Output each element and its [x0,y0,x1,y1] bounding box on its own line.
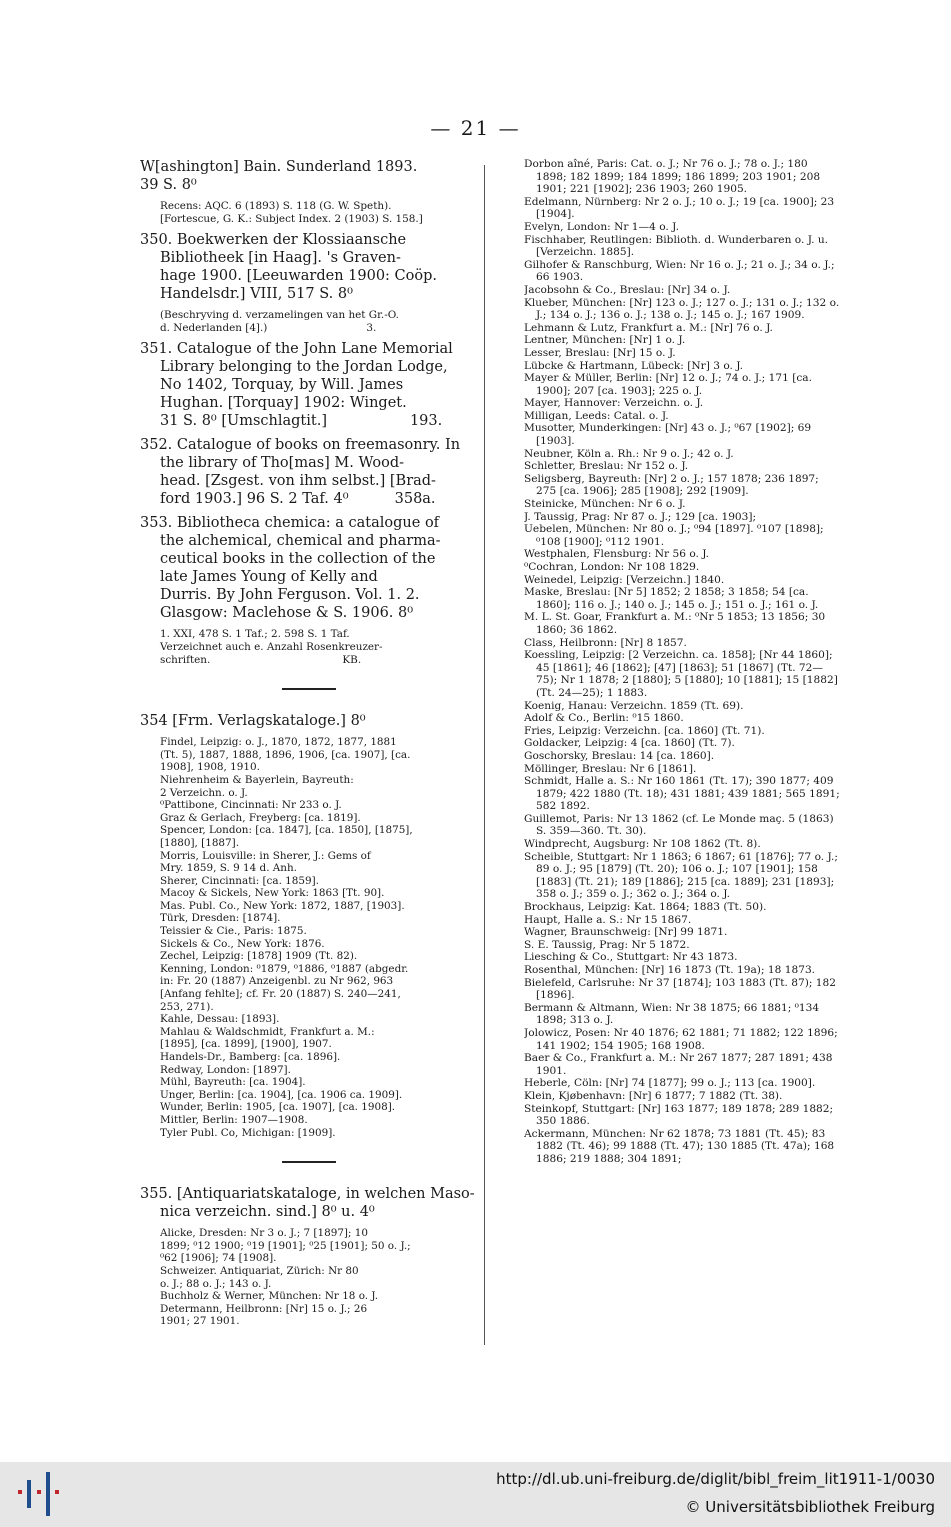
text-line: [1880], [1887]. [160,836,240,849]
copyright-notice: © Universitätsbibliothek Freiburg [685,1498,935,1516]
dealer-entry: Lentner, München: [Nr] 1 o. J. [524,334,686,347]
catalog-entry [140,1185,477,1221]
dealer-entry: Rosenthal, München: [Nr] 16 1873 (Tt. 19a); 18 1873. [524,964,816,976]
text-line: 353. Bibliotheca chemica: a catalogue of [140,515,440,532]
text-line: Glasgow: Maclehose & S. 1906. 8⁰ [160,605,414,622]
text-line: Niehrenheim & Bayerlein, Bayreuth: [160,773,354,786]
text-line: [Anfang fehlte]; cf. Fr. 20 (1887) S. 240—241, [160,988,401,1001]
text-line: Durris. By John Ferguson. Vol. 1. 2. [160,587,420,604]
dealer-entry: Goldacker, Leipzig: 4 [ca. 1860] (Tt. 7). [524,737,735,750]
dealer-entry: Steinicke, München: Nr 6 o. J. [524,498,686,511]
text-line: Handelsdr.] VIII, 517 S. 8⁰ [160,286,353,303]
dealer-entry: Goschorsky, Breslau: 14 [ca. 1860]. [524,749,715,762]
left-column [140,158,477,1358]
section-separator [282,1161,336,1163]
column-divider [484,165,485,1345]
entry-note [140,158,477,194]
dealer-entry: Lübcke & Hartmann, Lübeck: [Nr] 3 o. J. [524,359,744,372]
text-line: ⁰Pattibone, Cincinnati: Nr 233 o. J. [160,799,342,812]
dealer-entry: Lehmann & Lutz, Frankfurt a. M.: [Nr] 76 o. J. [524,321,773,334]
text-line: Handels-Dr., Bamberg: [ca. 1896]. [160,1051,341,1063]
text-line: 1899; ⁰12 1900; ⁰19 [1901]; ⁰25 [1901]; 50 o. J.; [160,1239,411,1252]
text-line: schriften. KB. [160,653,362,666]
dealer-entry: Mayer & Müller, Berlin: [Nr] 12 o. J.; 74 o. J.; 171 [ca. 1900]; 207 [ca. 1903]; 225 o. J. [524,372,812,397]
text-line: the alchemical, chemical and pharma- [160,533,441,550]
text-line: Sickels & Co., New York: 1876. [160,937,325,950]
catalog-entry [140,231,477,303]
text-line: Library belonging to the Jordan Lodge, [160,359,448,376]
text-line: hage 1900. [Leeuwarden 1900: Coöp. [160,268,438,285]
text-line: Alicke, Dresden: Nr 3 o. J.; 7 [1897]; 10 [160,1227,369,1240]
dealer-entry: Koenig, Hanau: Verzeichn. 1859 (Tt. 69). [524,699,744,712]
text-line: 350. Boekwerken der Klossiaansche [140,232,407,249]
text-line: Graz & Gerlach, Freyberg: [ca. 1819]. [160,811,361,824]
section-separator [282,688,336,690]
dealer-entry: Fries, Leipzig: Verzeichn. [ca. 1860] (Tt. 71). [524,724,765,737]
dealer-entry: Schletter, Breslau: Nr 152 o. J. [524,460,689,473]
text-line: d. Nederlanden [4].) 3. [160,321,377,334]
text-line: ceutical books in the collection of the [160,551,436,568]
text-line: Schweizer. Antiquariat, Zürich: Nr 80 [160,1264,359,1277]
text-line: Türk, Dresden: [1874]. [160,912,281,925]
text-line: Verzeichnet auch e. Anzahl Rosenkreuzer- [160,640,383,653]
dealer-entry: Milligan, Leeds: Catal. o. J. [524,409,669,422]
entry-note [140,736,477,1139]
dealer-entry: Klein, Kjøbenhavn: [Nr] 6 1877; 7 1882 (Tt. 38). [524,1089,783,1102]
text-line: 355. [Antiquariatskataloge, in welchen Maso- [140,1186,475,1203]
text-line: the library of Tho[mas] M. Wood- [160,455,405,472]
text-line: Teissier & Cie., Paris: 1875. [160,925,307,938]
text-line: Buchholz & Werner, München: Nr 18 o. J. [160,1290,379,1303]
text-line: Kahle, Dessau: [1893]. [160,1013,280,1026]
dealer-entry: Gilhofer & Ranschburg, Wien: Nr 16 o. J.; 21 o. J.; 34 o. J.; 66 1903. [524,258,835,284]
text-line: Hughan. [Torquay] 1902: Winget. [160,395,407,412]
dealer-entry: S. E. Taussig, Prag: Nr 5 1872. [524,938,690,951]
text-line: Mry. 1859, S. 9 14 d. Anh. [160,862,297,875]
viewer-footer [0,1462,951,1527]
text-line: Macoy & Sickels, New York: 1863 [Tt. 90]. [160,887,385,900]
dealer-entry: Bielefeld, Carlsruhe: Nr 37 [1874]; 103 1883 (Tt. 87); 182 [1896]. [524,976,837,1002]
text-line: ford 1903.] 96 S. 2 Taf. 4⁰ 358a. [160,491,436,508]
dealer-entry: Evelyn, London: Nr 1—4 o. J. [524,220,679,233]
text-line: Sherer, Cincinnati: [ca. 1859]. [160,874,319,887]
text-line: (Tt. 5), 1887, 1888, 1896, 1906, [ca. 1907], [ca. [160,748,411,761]
text-line: Redway, London: [1897]. [160,1063,291,1076]
dealer-entry: Heberle, Cöln: [Nr] 74 [1877]; 99 o. J.; 113 [ca. 1900]. [524,1077,816,1090]
dealer-entry: Neubner, Köln a. Rh.: Nr 9 o. J.; 42 o. J. [524,447,734,460]
entry-note [140,1227,477,1328]
dealer-entry: Class, Heilbronn: [Nr] 8 1857. [524,636,687,649]
text-line: Zechel, Leipzig: [1878] 1909 (Tt. 82). [160,950,358,963]
text-line: late James Young of Kelly and [160,569,378,586]
text-line: ⁰62 [1906]; 74 [1908]. [160,1252,277,1265]
text-line: Morris, Louisville: in Sherer, J.: Gems of [160,849,371,862]
text-line: [Fortescue, G. K.: Subject Index. 2 (1903) S. 158.] [160,212,423,225]
catalog-entry [140,340,477,430]
entry-note [140,628,477,666]
dealer-entry: Mayer, Hannover: Verzeichn. o. J. [524,397,704,410]
dealer-entry: Ackermann, München: Nr 62 1878; 73 1881 (Tt. 45); 83 1882 (Tt. 46); 99 1888 (Tt. 47); 130 1885 (Tt. 47a); 168 1886; 219 1888; 304 1891; [524,1127,835,1165]
dealer-entry: Bermann & Altmann, Wien: Nr 38 1875; 66 1881; ⁰134 1898; 313 o. J. [524,1001,820,1027]
text-line: Determann, Heilbronn: [Nr] 15 o. J.; 26 [160,1302,368,1315]
text-line: Kenning, London: ⁰1879, ⁰1886, ⁰1887 (abgedr. [160,962,409,975]
text-line: Mühl, Bayreuth: [ca. 1904]. [160,1076,306,1089]
university-logo-icon [18,1472,60,1516]
catalog-entry [140,514,477,622]
text-line: Spencer, London: [ca. 1847], [ca. 1850], [1875], [160,824,413,837]
dealer-entry: Baer & Co., Frankfurt a. M.: Nr 267 1877; 287 1891; 438 1901. [524,1052,833,1077]
text-line: o. J.; 88 o. J.; 143 o. J. [160,1277,272,1290]
text-line: Wunder, Berlin: 1905, [ca. 1907], [ca. 1908]. [160,1101,396,1114]
dealer-entry: Adolf & Co., Berlin: ⁰15 1860. [524,712,684,725]
right-column [524,158,840,1358]
dealer-entry: Scheible, Stuttgart: Nr 1 1863; 6 1867; 61 [1876]; 77 o. J.; 89 o. J.; 95 [1879] (Tt. 20); 106 o. J.; 107 [1901]; 158 [1883] (Tt. 21); 189 [1886]; 215 [ca. 1889]; 231 [1893]; 358 o. J.; 359 o. J.; 362 o. J.; 364 o. J. [524,850,838,901]
dealer-entry: Guillemot, Paris: Nr 13 1862 (cf. Le Monde maç. 5 (1863) S. 359—360. Tt. 30). [524,812,834,838]
dealer-entry: Maske, Breslau: [Nr 5] 1852; 2 1858; 3 1858; 54 [ca. 1860]; 116 o. J.; 140 o. J.; 145 o. J.; 151 o. J.; 161 o. J. [524,586,819,611]
text-line: 352. Catalogue of books on freemasonry. In [140,437,461,454]
page-number: — 21 — [430,116,521,140]
catalog-entry [140,436,477,508]
text-line: head. [Zsgest. von ihm selbst.] [Brad- [160,473,436,490]
dealer-entry: Edelmann, Nürnberg: Nr 2 o. J.; 10 o. J.; 19 [ca. 1900]; 23 [1904]. [524,195,835,221]
dealer-entry: Wagner, Braunschweig: [Nr] 99 1871. [524,926,728,939]
text-line: 351. Catalogue of the John Lane Memorial [140,341,453,358]
dealer-entry: Uebelen, München: Nr 80 o. J.; ⁰94 [1897]. ⁰107 [1898]; ⁰108 [1900]; ⁰112 1901. [524,523,824,548]
dealer-entry: Haupt, Halle a. S.: Nr 15 1867. [524,913,692,926]
dealer-entry: M. L. St. Goar, Frankfurt a. M.: ⁰Nr 5 1853; 13 1856; 30 1860; 36 1862. [524,611,826,636]
dealer-entry: Liesching & Co., Stuttgart: Nr 43 1873. [524,951,738,964]
dealer-entry: Möllinger, Breslau: Nr 6 [1861]. [524,762,697,775]
document-url-link[interactable]: http://dl.ub.uni-freiburg.de/diglit/bibl_freim_lit1911-1/0030 [496,1470,935,1488]
text-line: nica verzeichn. sind.] 8⁰ u. 4⁰ [160,1204,375,1221]
dealer-entry: Lesser, Breslau: [Nr] 15 o. J. [524,346,676,359]
dealer-entry: Steinkopf, Stuttgart: [Nr] 163 1877; 189 1878; 289 1882; 350 1886. [524,1102,834,1128]
dealer-entry: Dorbon aîné, Paris: Cat. o. J.; Nr 76 o. J.; 78 o. J.; 180 1898; 182 1899; 184 1899; 186 1899; 203 1901; 208 1901; 221 [1902]; 236 1903; 260 1905. [524,158,821,196]
dealer-entry: J. Taussig, Prag: Nr 87 o. J.; 129 [ca. 1903]; [524,510,757,523]
dealer-entry: Koessling, Leipzig: [2 Verzeichn. ca. 1858]; [Nr 44 1860]; 45 [1861]; 46 [1862]; [47] [1863]; 51 [1867] (Tt. 72—75); Nr 1 1878; 2 [1880]; 5 [1880]; 10 [1881]; 15 [1882] (Tt. 24—25); 1 1883. [524,649,838,699]
dealer-entry: ⁰Cochran, London: Nr 108 1829. [524,561,700,573]
dealer-entry: Musotter, Munderkingen: [Nr] 43 o. J.; ⁰67 [1902]; 69 [1903]. [524,422,812,448]
entry-note [140,200,477,225]
text-line: Mas. Publ. Co., New York: 1872, 1887, [1903]. [160,899,405,912]
text-line: in: Fr. 20 (1887) Anzeigenbl. zu Nr 962, 963 [160,975,394,988]
text-line: No 1402, Torquay, by Will. James [160,377,404,394]
text-line: 1. XXI, 478 S. 1 Taf.; 2. 598 S. 1 Taf. [160,628,350,641]
text-line: 31 S. 8⁰ [Umschlagtit.] 193. [160,413,443,430]
dealer-entry: Seligsberg, Bayreuth: [Nr] 2 o. J.; 157 1878; 236 1897; 275 [ca. 1906]; 285 [1908]; 292 [1909]. [524,472,819,498]
text-line: Unger, Berlin: [ca. 1904], [ca. 1906 ca. 1909]. [160,1088,403,1101]
dealer-entry: Jacobsohn & Co., Breslau: [Nr] 34 o. J. [524,283,731,296]
text-line: 2 Verzeichn. o. J. [160,786,248,799]
text-line: 39 S. 8⁰ [140,177,197,193]
text-line: Recens: AQC. 6 (1893) S. 118 (G. W. Speth). [160,200,392,212]
dealer-entry: Windprecht, Augsburg: Nr 108 1862 (Tt. 8). [524,838,761,851]
text-line: 1908], 1908, 1910. [160,761,260,774]
text-line: (Beschryving d. verzamelingen van het Gr.-O. [160,309,399,322]
dealer-entry: Schmidt, Halle a. S.: Nr 160 1861 (Tt. 17); 390 1877; 409 1879; 422 1880 (Tt. 18); 431 1881; 439 1881; 565 1891; 582 1892. [524,775,840,813]
text-line: Findel, Leipzig: o. J., 1870, 1872, 1877, 1881 [160,736,397,749]
text-line: 354 [Frm. Verlagskataloge.] 8⁰ [140,713,366,730]
text-line: Mahlau & Waldschmidt, Frankfurt a. M.: [160,1025,375,1038]
dealer-entry: Westphalen, Flensburg: Nr 56 o. J. [524,548,710,561]
text-line: W[ashington] Bain. Sunderland 1893. [140,159,418,175]
dealer-entry: Jolowicz, Posen: Nr 40 1876; 62 1881; 71 1882; 122 1896; 141 1902; 154 1905; 168 1908. [524,1026,838,1052]
entry-note [140,309,477,334]
text-line: [1895], [ca. 1899], [1900], 1907. [160,1038,332,1051]
text-line: Mittler, Berlin: 1907—1908. [160,1113,308,1126]
dealer-entry: Weinedel, Leipzig: [Verzeichn.] 1840. [524,573,725,586]
dealer-entry: Klueber, München: [Nr] 123 o. J.; 127 o. J.; 131 o. J.; 132 o. J.; 134 o. J.; 136 o. J.; 138 o. J.; 145 o. J.; 167 1909. [524,296,840,322]
dealer-entry: Fischhaber, Reutlingen: Biblioth. d. Wunderbaren o. J. u. [Verzeichn. 1885]. [524,233,829,259]
catalog-entry [140,712,477,730]
text-line: 1901; 27 1901. [160,1315,240,1328]
text-line: 253, 271). [160,1000,214,1013]
text-line: Tyler Publ. Co, Michigan: [1909]. [160,1126,336,1139]
text-line: Bibliotheek [in Haag]. 's Graven- [160,250,401,267]
dealer-entry: Brockhaus, Leipzig: Kat. 1864; 1883 (Tt. 50). [524,901,767,914]
